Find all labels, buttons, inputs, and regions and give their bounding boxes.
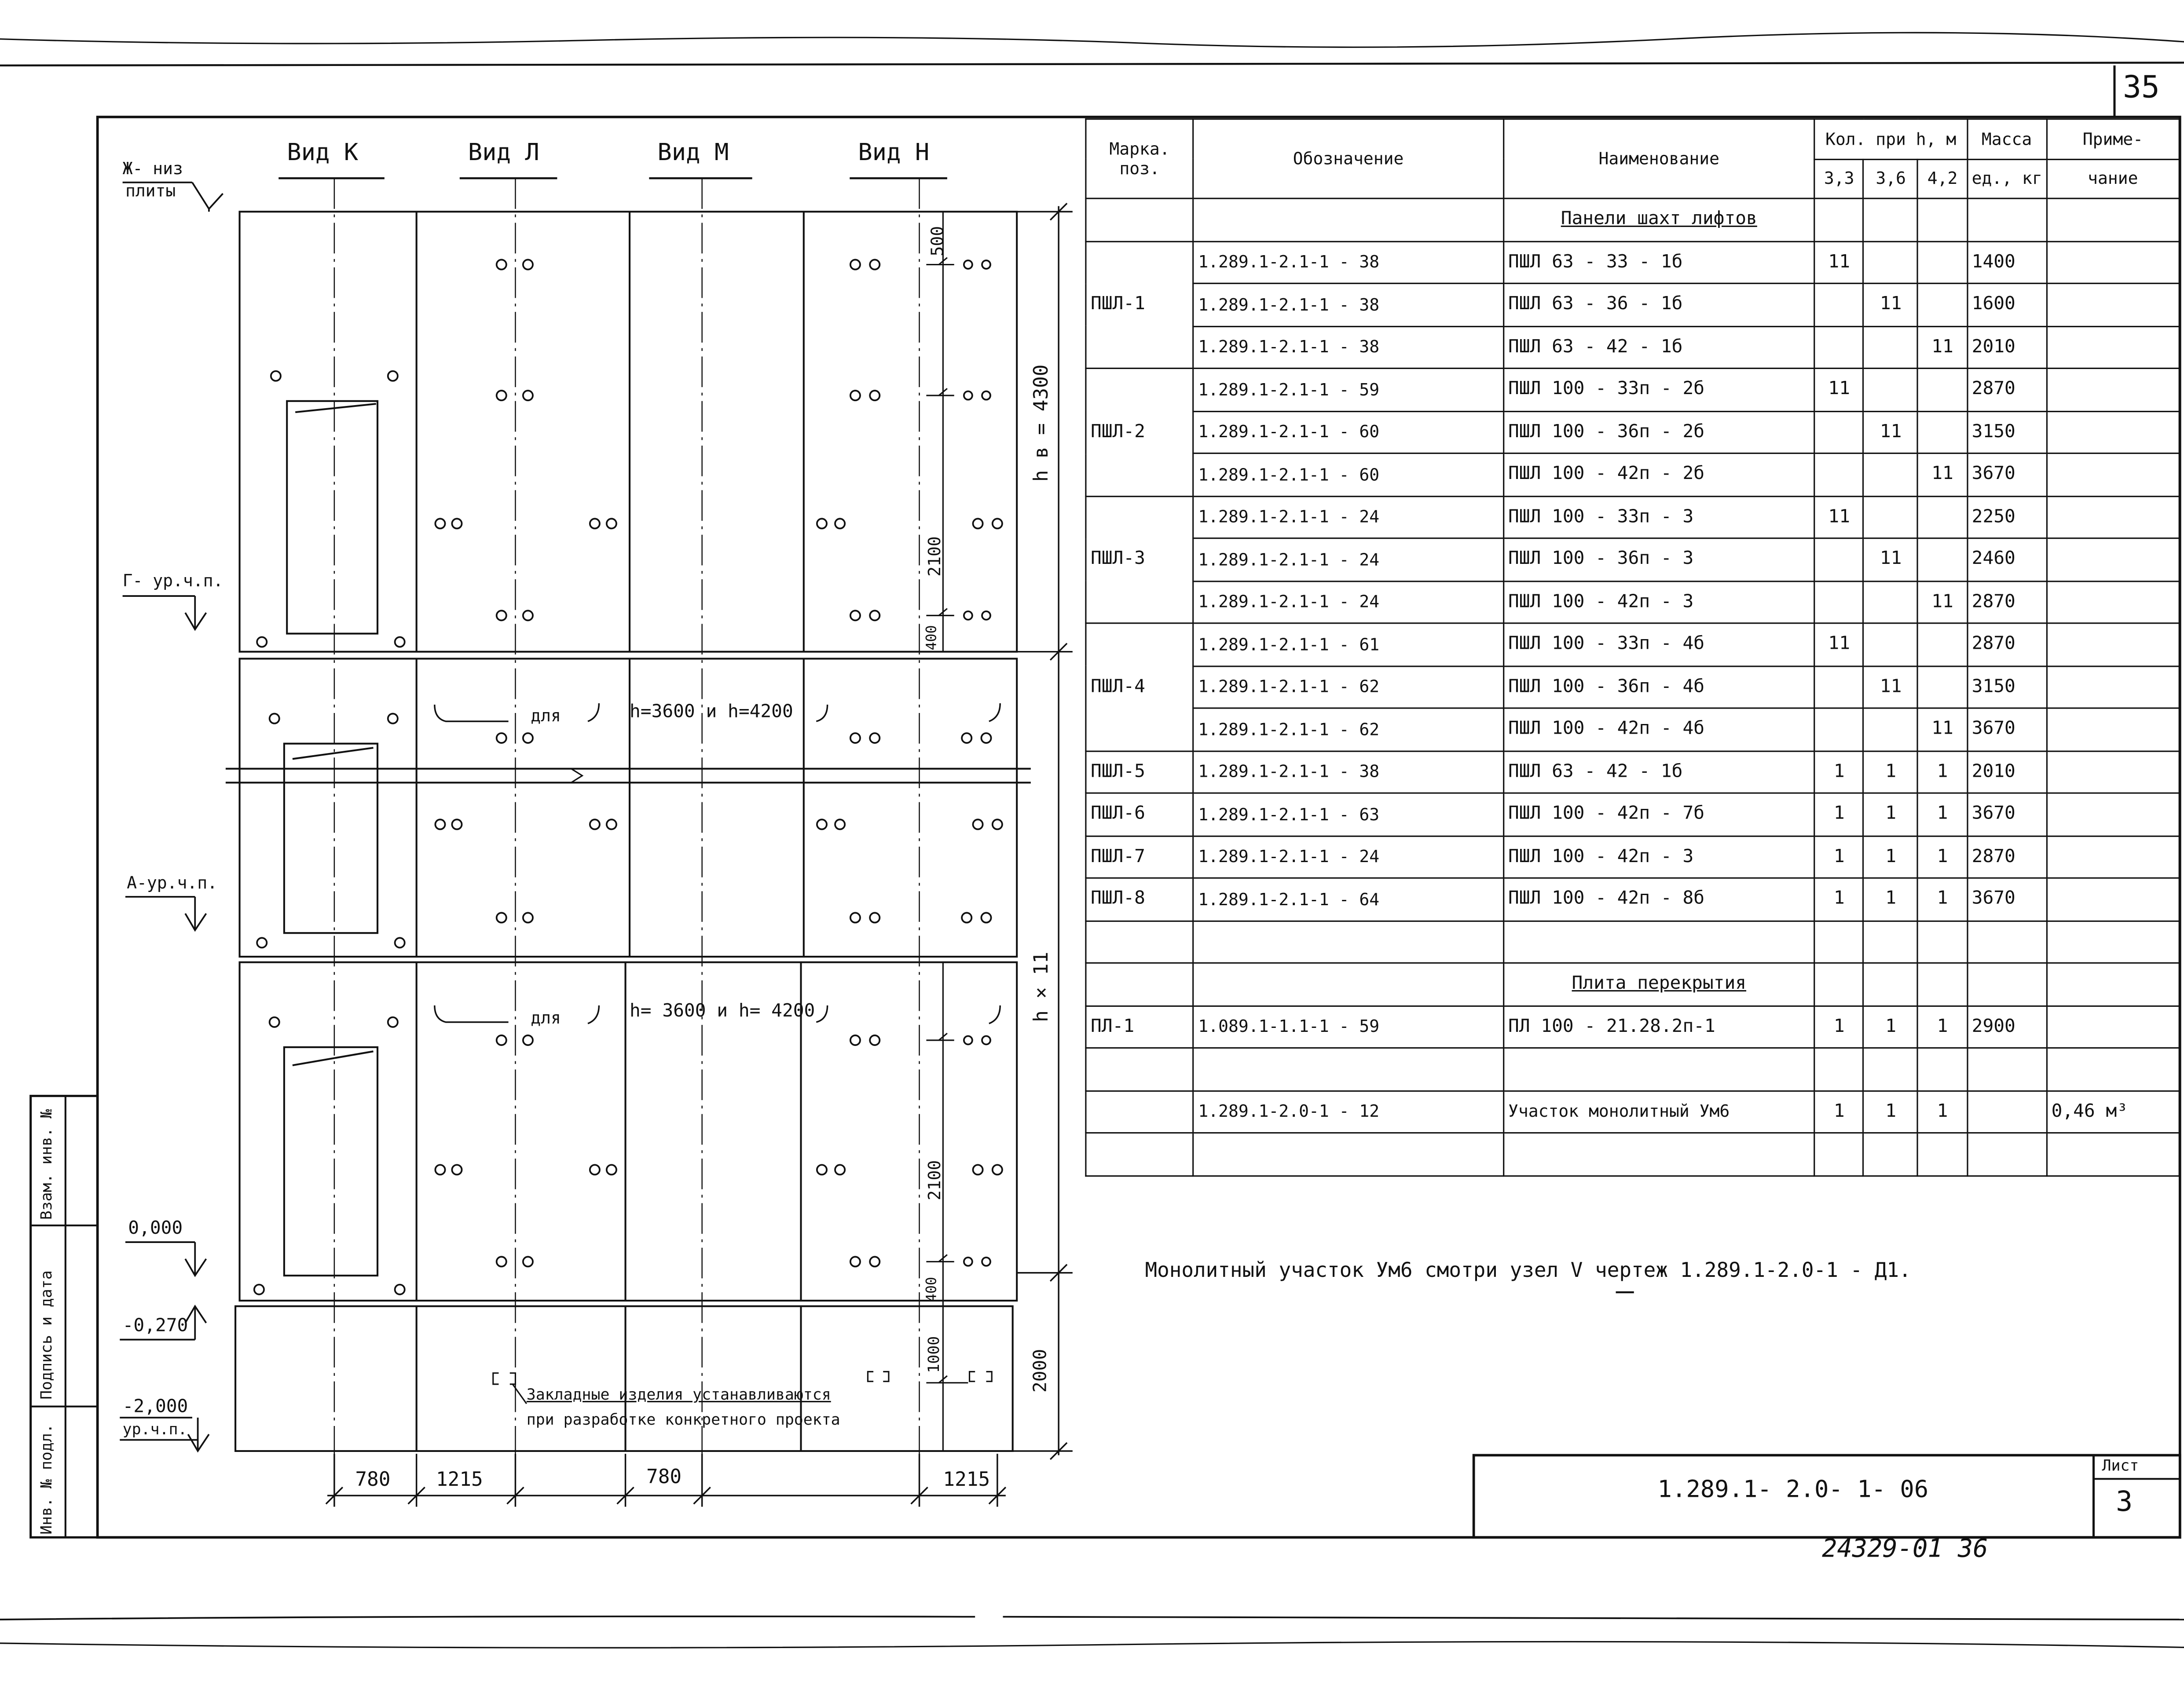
note-for-h-2b: h= 3600 и h= 4200	[630, 1001, 815, 1022]
header-qty-42: 4,2	[1918, 159, 1967, 198]
cell-note: 0,46 м³	[2046, 1090, 2179, 1133]
table-row	[1086, 1005, 2179, 1048]
level-label-zero: 0,000	[128, 1218, 183, 1239]
cell-mass: 2250	[1967, 496, 2047, 538]
dim-bottom-1215-b: 1215	[943, 1469, 990, 1492]
cell-designation: 1.289.1-2.1-1 - 24	[1193, 538, 1503, 581]
note-embedded-2: при разработке конкретного проекта	[526, 1411, 840, 1429]
sheet-corner-number: 35	[2122, 71, 2160, 106]
cell-mass: 2900	[1967, 1005, 2047, 1048]
cell-mass: 3150	[1967, 665, 2047, 708]
cell-name: ПШЛ 100 - 33п - 4б	[1503, 623, 1815, 666]
cell-name: ПШЛ 100 - 42п - 2б	[1503, 453, 1815, 496]
cell-qty-42	[1918, 368, 1967, 411]
table-row	[1086, 411, 2179, 453]
cell-name: ПШЛ 100 - 33п - 3	[1503, 496, 1815, 538]
cell-designation: 1.289.1-2.1-1 - 38	[1193, 241, 1503, 284]
header-name: Наименование	[1503, 119, 1815, 198]
cell-note	[2046, 878, 2179, 921]
cell-qty-36: 1	[1864, 1090, 1918, 1133]
header-designation: Обозначение	[1193, 119, 1503, 198]
cell-mass: 2460	[1967, 538, 2047, 581]
cell-name: ПШЛ 63 - 36 - 1б	[1503, 283, 1815, 326]
table-row	[1086, 368, 2179, 411]
level-label-slab-bottom-2: плиты	[125, 181, 176, 201]
table-row	[1086, 708, 2179, 751]
cell-qty-33: 1	[1815, 793, 1864, 836]
note-embedded-1: Закладные изделия устанавливаются	[526, 1386, 831, 1404]
level-label-minus-2000-sub: ур.ч.п.	[122, 1420, 187, 1439]
header-mass-2: ед., кг	[1967, 159, 2047, 198]
cell-name: ПЛ 100 - 21.28.2п-1	[1503, 1005, 1815, 1048]
cell-name: ПШЛ 100 - 42п - 8б	[1503, 878, 1815, 921]
cell-designation: 1.289.1-2.1-1 - 38	[1193, 283, 1503, 326]
cell-name: ПШЛ 100 - 42п - 4б	[1503, 708, 1815, 751]
cell-name: ПШЛ 100 - 42п - 3	[1503, 581, 1815, 623]
cell-mass: 3670	[1967, 708, 2047, 751]
cell-qty-33: 1	[1815, 750, 1864, 793]
cell-note	[2046, 453, 2179, 496]
cell-mass: 2870	[1967, 623, 2047, 666]
cell-qty-36	[1864, 453, 1918, 496]
level-label-minus-0270: -0,270	[122, 1316, 188, 1337]
stamp-signature-date: Подпись и дата	[37, 1270, 56, 1400]
cell-qty-42	[1918, 283, 1967, 326]
cell-name: ПШЛ 100 - 42п - 3	[1503, 836, 1815, 878]
header-qty-36: 3,6	[1864, 159, 1918, 198]
header-qty-33: 3,3	[1815, 159, 1864, 198]
cell-qty-42: 1	[1918, 836, 1967, 878]
cell-note	[2046, 368, 2179, 411]
table-row	[1086, 496, 2179, 538]
cell-mark: ПШЛ-4	[1086, 623, 1193, 751]
cell-mass: 1600	[1967, 283, 2047, 326]
cell-mass	[1967, 1090, 2047, 1133]
cell-name: ПШЛ 63 - 42 - 1б	[1503, 326, 1815, 369]
dim-hb: h в = 4300	[1030, 364, 1053, 482]
cell-qty-36: 1	[1864, 793, 1918, 836]
header-note-2: чание	[2046, 159, 2179, 198]
header-mass-1: Масса	[1967, 119, 2047, 159]
cell-qty-36	[1864, 368, 1918, 411]
cell-qty-36	[1864, 623, 1918, 666]
view-title-m: Вид М	[657, 139, 729, 167]
cell-qty-36: 1	[1864, 750, 1918, 793]
cell-mark: ПШЛ-1	[1086, 241, 1193, 369]
table-row	[1086, 326, 2179, 369]
cell-designation: 1.289.1-2.1-1 - 62	[1193, 665, 1503, 708]
header-mark	[1086, 119, 1193, 198]
cell-qty-33: 1	[1815, 836, 1864, 878]
cell-qty-33	[1815, 453, 1864, 496]
section-row	[1086, 198, 2179, 241]
cell-designation: 1.289.1-2.1-1 - 24	[1193, 836, 1503, 878]
cell-qty-36	[1864, 326, 1918, 369]
cell-qty-36	[1864, 581, 1918, 623]
table-row	[1086, 1090, 2179, 1133]
cell-note	[2046, 581, 2179, 623]
table-row	[1086, 793, 2179, 836]
dim-400-top: 400	[925, 625, 941, 651]
view-title-k: Вид К	[287, 139, 359, 167]
cell-mass: 2010	[1967, 750, 2047, 793]
cell-designation: 1.289.1-2.1-1 - 24	[1193, 581, 1503, 623]
cell-qty-42	[1918, 623, 1967, 666]
cell-qty-36: 11	[1864, 283, 1918, 326]
cell-mark: ПШЛ-5	[1086, 750, 1193, 793]
cell-qty-33	[1815, 538, 1864, 581]
cell-qty-36: 1	[1864, 1005, 1918, 1048]
dim-500: 500	[927, 226, 947, 256]
cell-designation: 1.289.1-2.1-1 - 62	[1193, 708, 1503, 751]
cell-note	[2046, 241, 2179, 284]
note-for-h-2a: для	[531, 1008, 561, 1028]
table-row-empty	[1086, 921, 2179, 963]
table-row	[1086, 665, 2179, 708]
cell-note	[2046, 665, 2179, 708]
cell-mass: 2870	[1967, 581, 2047, 623]
cell-note	[2046, 708, 2179, 751]
cell-designation: 1.289.1-2.1-1 - 38	[1193, 750, 1503, 793]
cell-qty-42: 11	[1918, 708, 1967, 751]
dim-bottom-780-a: 780	[355, 1469, 391, 1492]
cell-qty-42	[1918, 665, 1967, 708]
cell-qty-36	[1864, 496, 1918, 538]
cell-qty-42: 1	[1918, 1005, 1967, 1048]
cell-mark: ПШЛ-2	[1086, 368, 1193, 496]
cell-qty-36: 11	[1864, 538, 1918, 581]
specification-table	[1085, 118, 2180, 1176]
sheet-label: Лист	[2102, 1456, 2139, 1475]
monolith-note: Монолитный участок Ум6 смотри узел V чертеж 1.289.1-2.0-1 - Д1.	[1145, 1260, 1911, 1283]
section-title-floor-slab: Плита перекрытия	[1503, 963, 1815, 1005]
cell-qty-36: 1	[1864, 878, 1918, 921]
cell-mass: 1400	[1967, 241, 2047, 284]
cell-note	[2046, 538, 2179, 581]
note-for-h-1b: h=3600 и h=4200	[630, 702, 793, 723]
cell-note	[2046, 326, 2179, 369]
level-label-g: Г- ур.ч.п.	[122, 571, 224, 591]
cell-qty-33	[1815, 708, 1864, 751]
cell-qty-33: 1	[1815, 1090, 1864, 1133]
table-row	[1086, 623, 2179, 666]
cell-qty-33: 11	[1815, 368, 1864, 411]
cell-qty-33: 1	[1815, 1005, 1864, 1048]
stamp-inv-number: Инв. № подл.	[37, 1424, 56, 1535]
table-row	[1086, 283, 2179, 326]
cell-mass: 2870	[1967, 836, 2047, 878]
cell-mark: ПШЛ-3	[1086, 496, 1193, 623]
cell-designation: 1.289.1-2.1-1 - 61	[1193, 623, 1503, 666]
cell-name: ПШЛ 100 - 36п - 3	[1503, 538, 1815, 581]
sheet-number: 3	[2116, 1484, 2133, 1518]
dim-2000: 2000	[1030, 1349, 1052, 1393]
archive-number: 24329-01 36	[1822, 1534, 1988, 1564]
section-row	[1086, 963, 2179, 1005]
level-label-minus-2000: -2,000	[122, 1397, 188, 1418]
dim-h-x-11: h × 11	[1030, 951, 1053, 1022]
header-mark-1: Марка.	[1109, 139, 1170, 159]
dim-2100-top: 2100	[925, 536, 945, 577]
cell-mass: 3670	[1967, 793, 2047, 836]
cell-designation: 1.089.1-1.1-1 - 59	[1193, 1005, 1503, 1048]
table-row	[1086, 878, 2179, 921]
cell-designation: 1.289.1-2.1-1 - 64	[1193, 878, 1503, 921]
table-row	[1086, 836, 2179, 878]
note-for-h-1a: для	[531, 706, 561, 726]
cell-note	[2046, 750, 2179, 793]
cell-qty-36: 11	[1864, 411, 1918, 453]
cell-note	[2046, 283, 2179, 326]
cell-note	[2046, 496, 2179, 538]
cell-qty-36	[1864, 708, 1918, 751]
level-label-a: А-ур.ч.п.	[127, 873, 217, 893]
cell-mass: 2010	[1967, 326, 2047, 369]
cell-name: ПШЛ 63 - 42 - 1б	[1503, 750, 1815, 793]
cell-note	[2046, 1005, 2179, 1048]
cell-name: ПШЛ 100 - 36п - 4б	[1503, 665, 1815, 708]
cell-designation: 1.289.1-2.1-1 - 60	[1193, 453, 1503, 496]
cell-qty-33	[1815, 283, 1864, 326]
cell-qty-42: 1	[1918, 793, 1967, 836]
section-title-shaft-panels: Панели шахт лифтов	[1503, 198, 1815, 241]
cell-designation: 1.289.1-2.1-1 - 59	[1193, 368, 1503, 411]
drawing-code: 1.289.1- 2.0- 1- 06	[1657, 1476, 1929, 1504]
cell-qty-36: 11	[1864, 665, 1918, 708]
cell-name: ПШЛ 100 - 42п - 7б	[1503, 793, 1815, 836]
table-row	[1086, 538, 2179, 581]
cell-qty-33	[1815, 665, 1864, 708]
table-header-row-1	[1086, 119, 2179, 159]
cell-mark: ПЛ-1	[1086, 1005, 1193, 1048]
cell-name: ПШЛ 100 - 36п - 2б	[1503, 411, 1815, 453]
cell-mark: ПШЛ-7	[1086, 836, 1193, 878]
cell-note	[2046, 793, 2179, 836]
cell-qty-33	[1815, 326, 1864, 369]
cell-note	[2046, 623, 2179, 666]
cell-note	[2046, 411, 2179, 453]
cell-designation: 1.289.1-2.0-1 - 12	[1193, 1090, 1503, 1133]
cell-note	[2046, 836, 2179, 878]
table-row	[1086, 750, 2179, 793]
cell-mark: ПШЛ-6	[1086, 793, 1193, 836]
cell-qty-42: 1	[1918, 878, 1967, 921]
cell-qty-33: 11	[1815, 623, 1864, 666]
header-mark-2: поз.	[1119, 158, 1160, 179]
cell-qty-33: 1	[1815, 878, 1864, 921]
cell-qty-42	[1918, 496, 1967, 538]
cell-qty-33: 11	[1815, 241, 1864, 284]
cell-mass: 3150	[1967, 411, 2047, 453]
dim-400-bottom: 400	[925, 1277, 941, 1302]
cell-mark	[1086, 1090, 1193, 1133]
cell-qty-36	[1864, 241, 1918, 284]
cell-qty-42	[1918, 538, 1967, 581]
cell-mass: 3670	[1967, 878, 2047, 921]
dim-bottom-1215-a: 1215	[436, 1469, 483, 1492]
cell-qty-42	[1918, 241, 1967, 284]
cell-designation: 1.289.1-2.1-1 - 24	[1193, 496, 1503, 538]
table-row	[1086, 241, 2179, 284]
table-row-empty	[1086, 1133, 2179, 1176]
cell-qty-42: 1	[1918, 750, 1967, 793]
cell-name: ПШЛ 100 - 33п - 2б	[1503, 368, 1815, 411]
cell-qty-33	[1815, 581, 1864, 623]
dim-2100-bottom: 2100	[925, 1160, 945, 1201]
view-title-l: Вид Л	[468, 139, 539, 167]
cell-designation: 1.289.1-2.1-1 - 38	[1193, 326, 1503, 369]
cell-qty-42: 1	[1918, 1090, 1967, 1133]
table-row	[1086, 453, 2179, 496]
cell-qty-42	[1918, 411, 1967, 453]
cell-qty-36: 1	[1864, 836, 1918, 878]
cell-qty-33	[1815, 411, 1864, 453]
cell-mark: ПШЛ-8	[1086, 878, 1193, 921]
cell-name: Участок монолитный Ум6	[1503, 1090, 1815, 1133]
level-label-slab-bottom-1: Ж- низ	[122, 158, 183, 179]
cell-designation: 1.289.1-2.1-1 - 63	[1193, 793, 1503, 836]
header-note-1: Приме-	[2046, 119, 2179, 159]
cell-designation: 1.289.1-2.1-1 - 60	[1193, 411, 1503, 453]
cell-name: ПШЛ 63 - 33 - 1б	[1503, 241, 1815, 284]
cell-qty-42: 11	[1918, 453, 1967, 496]
table-row	[1086, 581, 2179, 623]
stamp-replacement-inv: Взам. инв. №	[37, 1109, 56, 1220]
cell-qty-42: 11	[1918, 581, 1967, 623]
cell-mass: 2870	[1967, 368, 2047, 411]
table-row-empty	[1086, 1048, 2179, 1090]
dim-bottom-780-b: 780	[646, 1466, 682, 1489]
cell-qty-42: 11	[1918, 326, 1967, 369]
cell-qty-33: 11	[1815, 496, 1864, 538]
header-qty: Кол. при h, м	[1815, 119, 1967, 159]
dim-1000: 1000	[925, 1336, 943, 1373]
view-title-n: Вид Н	[858, 139, 930, 167]
cell-mass: 3670	[1967, 453, 2047, 496]
